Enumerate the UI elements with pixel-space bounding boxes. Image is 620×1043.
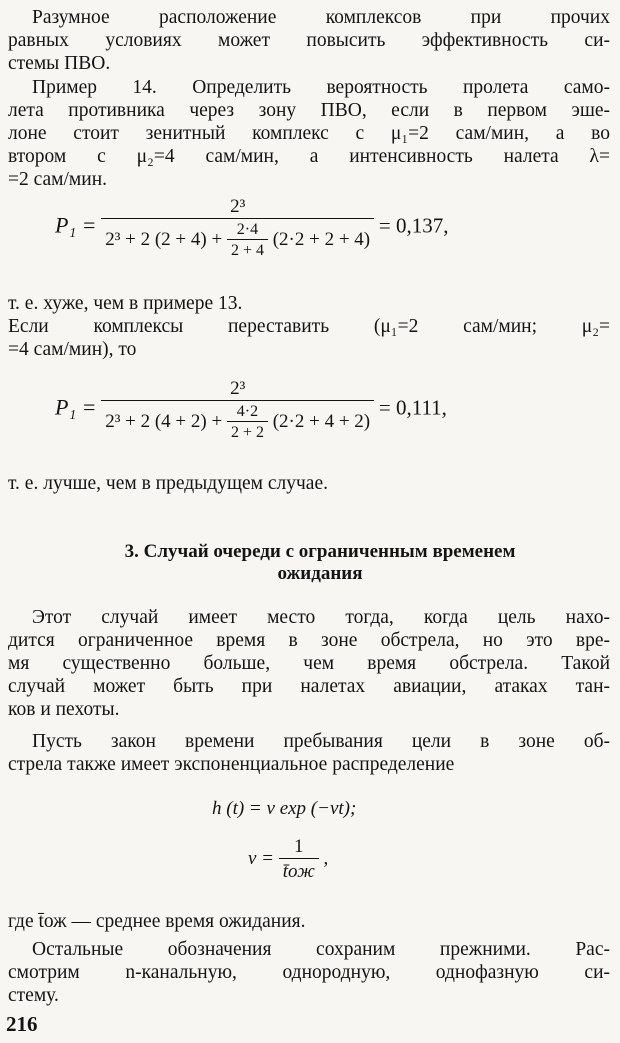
text-line: лоне стоит зенитный комплекс с μ₁=2 сам/мин, а во [8, 123, 610, 144]
text-line: равных условиях может повысить эффективность си- [8, 30, 610, 51]
text-line: стемы ПВО. [8, 53, 111, 74]
inner-fraction [227, 221, 268, 260]
inner-numerator: 4·2 [236, 403, 259, 420]
heading-line: 3. Случай очереди с ограниченным временем [124, 541, 516, 562]
formula-lhs: P₁ = [55, 394, 97, 420]
paragraph-conclusion [8, 472, 610, 495]
heading-line: ожидания [277, 563, 363, 584]
text-line: т. е. лучше, чем в предыдущем случае. [8, 473, 328, 494]
formula-p1-swapped [55, 378, 447, 442]
fraction-denominator [101, 400, 374, 442]
denominator-left: 2³ + 2 (2 + 4) + [105, 228, 223, 250]
fraction-denominator [101, 218, 374, 260]
text-line: =2 сам/мин. [8, 169, 108, 190]
text-line: втором с μ₂=4 сам/мин, а интенсивность налета λ= [8, 146, 610, 167]
text-line: где t̄ож — среднее время ожидания. [8, 911, 306, 932]
inner-denominator: 2 + 2 [227, 421, 268, 442]
text-line: Пример 14. Определить вероятность пролета само- [32, 77, 610, 98]
fraction-numerator: 2³ [230, 378, 246, 399]
formula-result: = 0,111, [378, 395, 447, 420]
paragraph-notation [8, 938, 610, 1007]
text-line: стрела также имеет экспоненциальное распределение [8, 754, 455, 775]
text-line: лета противника через зону ПВО, если в первом эше- [8, 100, 610, 121]
denominator-left: 2³ + 2 (4 + 2) + [105, 410, 223, 432]
paragraph-where [8, 910, 610, 933]
formula-tail: , [323, 847, 329, 869]
formula-nu [248, 836, 328, 883]
page-number: 216 [6, 1012, 38, 1036]
denominator-right: (2·2 + 4 + 2) [272, 410, 371, 432]
text-line: ков и пехоты. [8, 699, 120, 720]
paragraph-comparison [8, 292, 610, 361]
text-line: Пусть закон времени пребывания цели в зоне об- [32, 731, 610, 752]
main-fraction [101, 196, 374, 260]
text-line: дится ограниченное время в зоне обстрела, но это вре- [8, 630, 610, 651]
paragraph-case-description [8, 606, 610, 721]
formula-p1-example14 [55, 196, 448, 260]
paragraph-example-14 [8, 76, 610, 191]
text-line: мя существенно больше, чем время обстрела. Такой [8, 653, 610, 674]
formula-lhs: P₁ = [55, 212, 97, 238]
formula-result: = 0,137, [378, 213, 449, 238]
paragraph-intro [8, 6, 610, 75]
text-line: Остальные обозначения сохраним прежними. Рас- [32, 939, 610, 960]
text-line: Разумное расположение комплексов при прочих [32, 7, 610, 28]
fraction-numerator: 2³ [230, 196, 246, 217]
text-line: т. е. хуже, чем в примере 13. [8, 293, 243, 314]
inner-numerator: 2·4 [236, 221, 259, 238]
section-heading [40, 541, 600, 585]
paragraph-distribution [8, 730, 610, 776]
text-line: смотрим n-канальную, однородную, однофазную си- [8, 962, 610, 983]
fraction-denominator: t̄ож [279, 858, 319, 883]
denominator-right: (2·2 + 2 + 4) [272, 228, 371, 250]
text-line: =4 сам/мин), то [8, 339, 137, 360]
nu-fraction [279, 836, 319, 883]
text-line: стему. [8, 985, 59, 1006]
formula-density: h (t) = ν exp (−νt); [212, 798, 357, 819]
text-line: Этот случай имеет место тогда, когда цель нахо- [32, 607, 610, 628]
inner-fraction [227, 403, 268, 442]
text-line: случай может быть при налетах авиации, атаках тан- [8, 676, 610, 697]
inner-denominator: 2 + 4 [227, 239, 268, 260]
formula-lhs: ν = [248, 847, 275, 869]
text-line: Если комплексы переставить (μ₁=2 сам/мин; μ₂= [8, 316, 610, 337]
main-fraction [101, 378, 374, 442]
fraction-numerator: 1 [294, 836, 304, 857]
